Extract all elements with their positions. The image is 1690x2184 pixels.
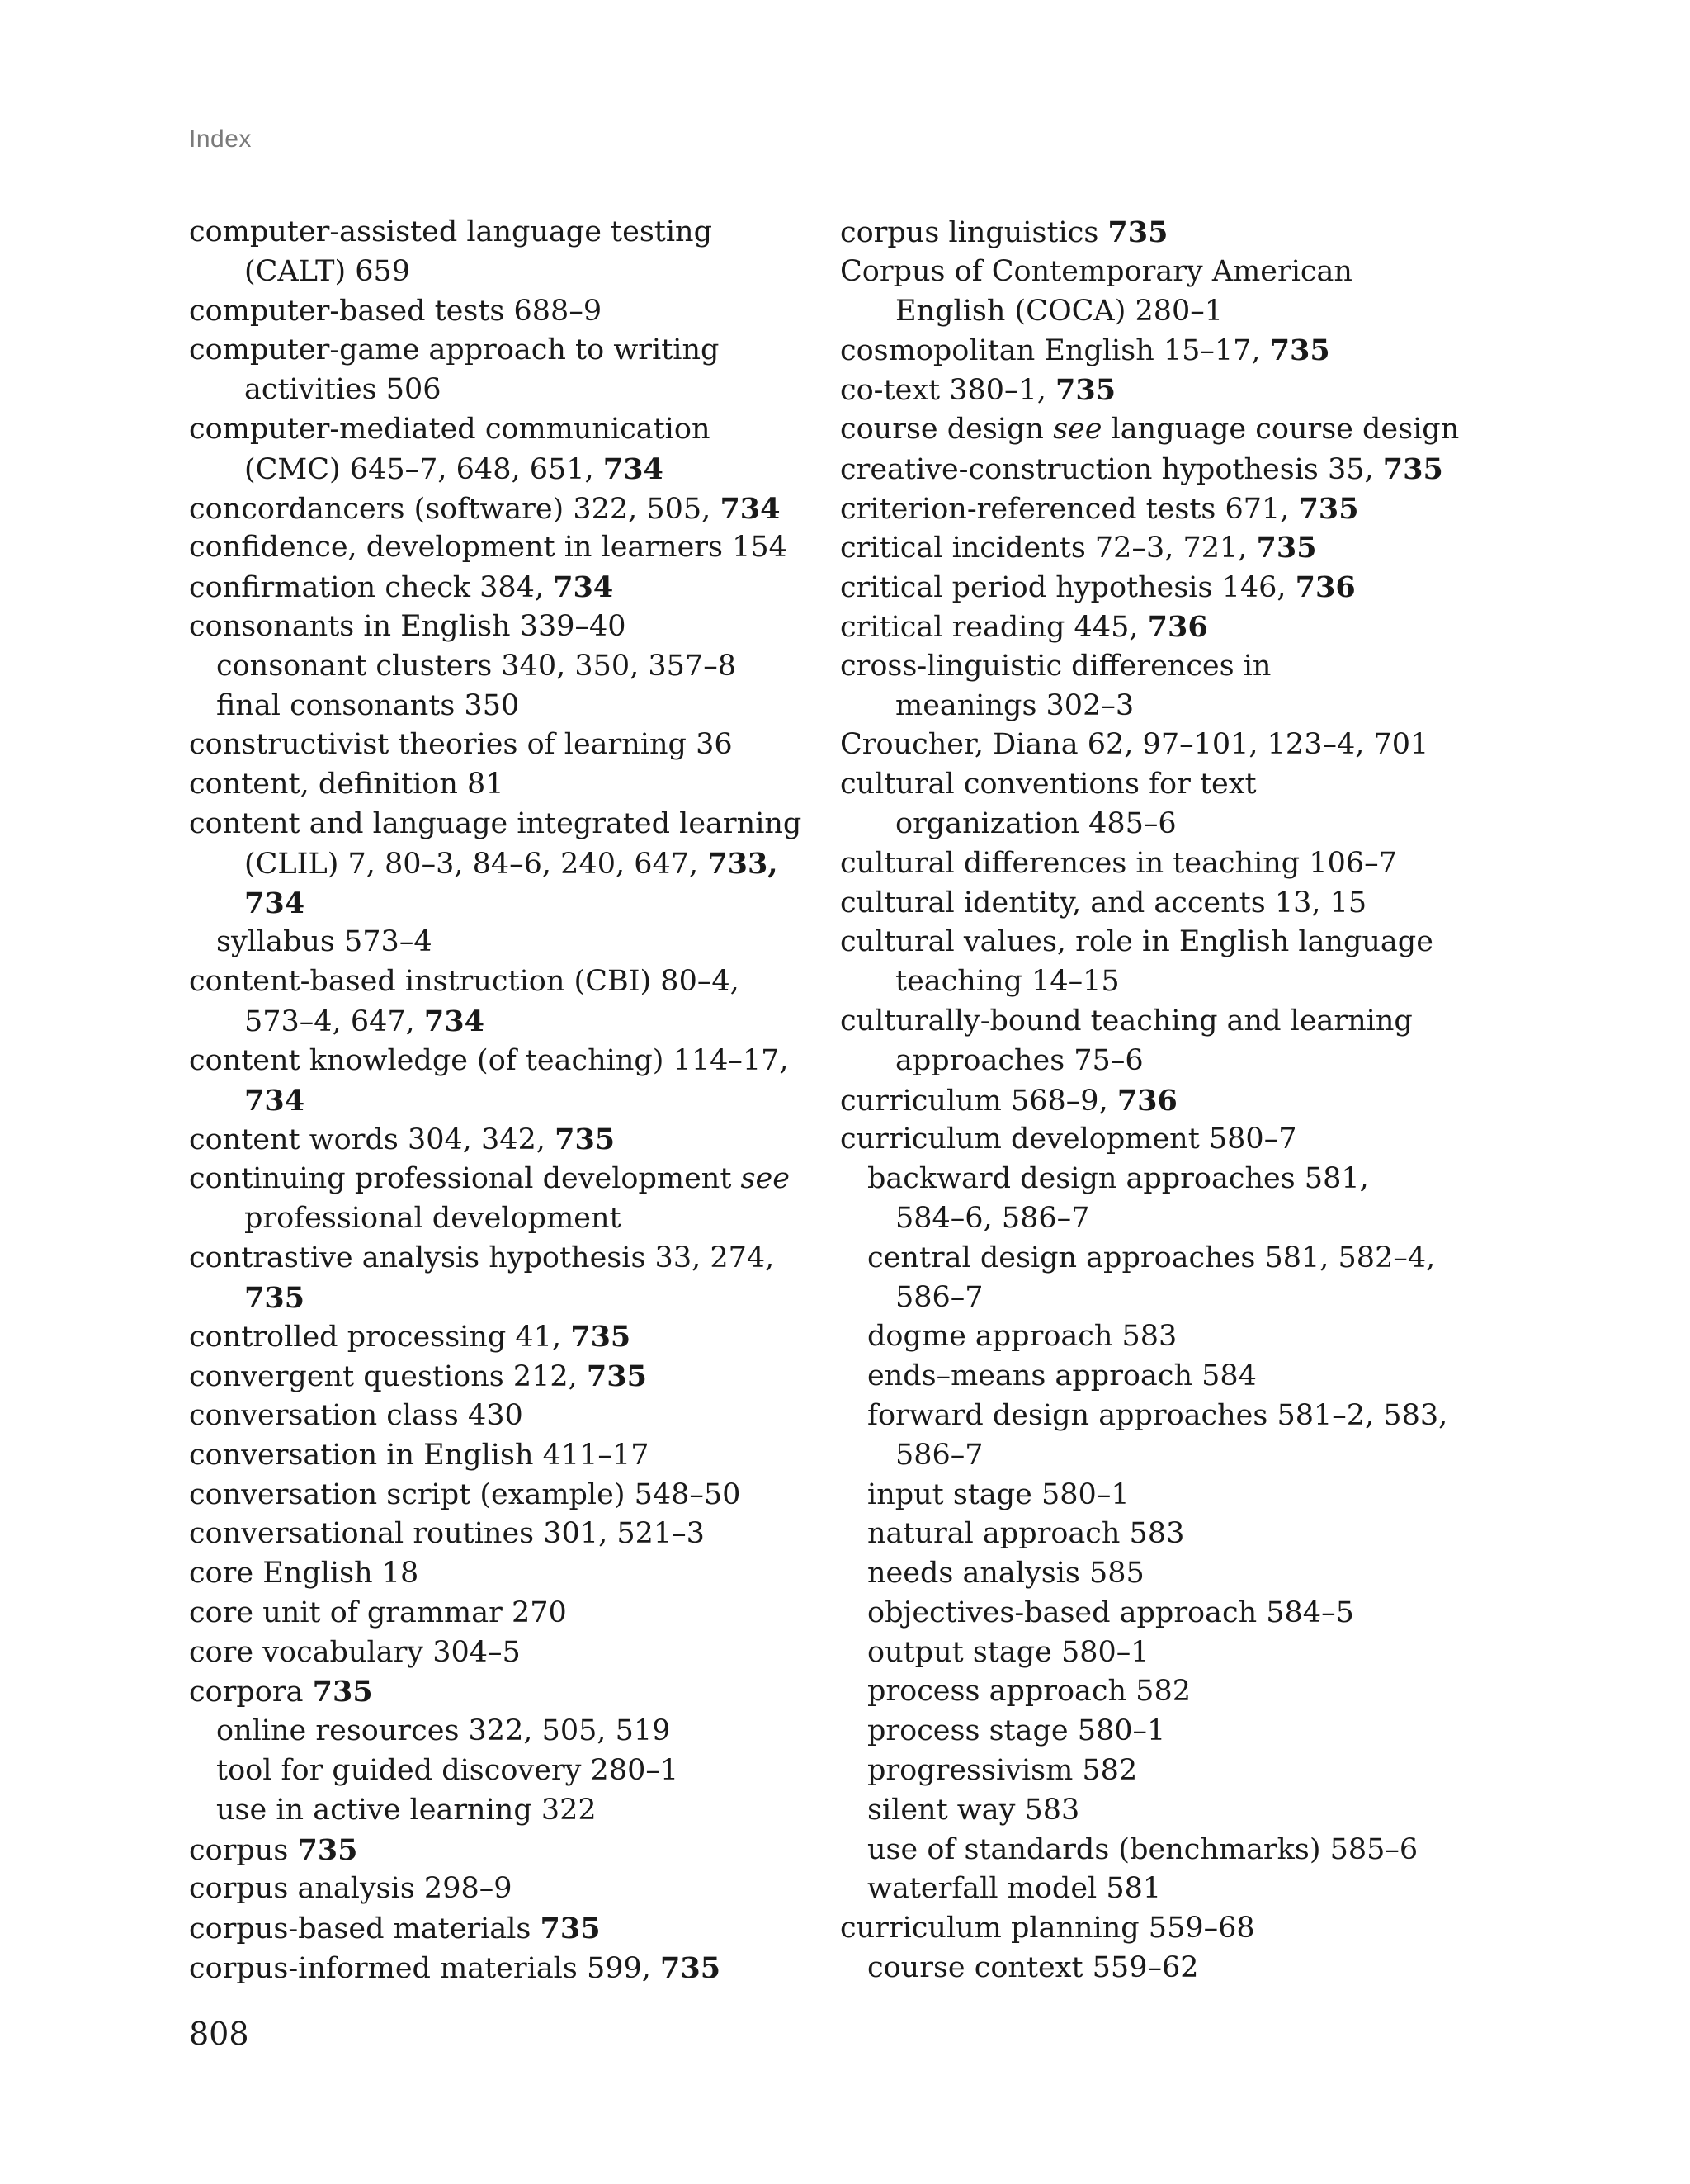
index-text: confidence, development in learners 154 <box>189 531 787 565</box>
index-line <box>840 607 1632 647</box>
index-text: content, definition 81 <box>189 768 504 801</box>
index-text: (CALT) 659 <box>244 254 411 288</box>
index-line <box>840 1317 1632 1357</box>
index-text: organization 485–6 <box>895 806 1177 840</box>
index-text: corpus-based materials <box>189 1912 541 1946</box>
index-text: cultural identity, and accents 13, 15 <box>840 886 1367 919</box>
index-text: constructivist theories of learning 36 <box>189 728 733 762</box>
index-line <box>840 528 1632 568</box>
index-text: use of standards (benchmarks) 585–6 <box>867 1832 1419 1866</box>
index-text: backward design approaches 581, <box>867 1162 1369 1196</box>
glossary-page-ref: 735 <box>1382 451 1443 486</box>
index-text: forward design approaches 581–2, 583, <box>867 1398 1448 1432</box>
index-text: computer-assisted language testing <box>189 215 712 248</box>
index-line <box>840 1199 1632 1239</box>
index-text: cultural differences in teaching 106–7 <box>840 846 1397 880</box>
index-line <box>840 1042 1632 1081</box>
index-text: computer-mediated communication <box>189 412 710 446</box>
index-line <box>840 292 1632 332</box>
index-line <box>840 805 1632 844</box>
page-number: 808 <box>189 2016 249 2052</box>
index-text: critical period hypothesis 146, <box>840 571 1296 605</box>
glossary-page-ref: 735 <box>1107 215 1168 249</box>
index-text: 584–6, 586–7 <box>895 1201 1090 1235</box>
index-text: waterfall model 581 <box>867 1872 1162 1906</box>
index-text: language course design <box>1102 412 1460 446</box>
index-text: course design <box>840 412 1054 446</box>
index-text: conversation class 430 <box>189 1398 523 1432</box>
index-line <box>840 647 1632 687</box>
glossary-page-ref: 736 <box>1147 609 1208 644</box>
index-text: convergent questions 212, <box>189 1360 587 1394</box>
index-text: professional development <box>244 1201 621 1235</box>
index-text: final consonants 350 <box>216 688 520 722</box>
glossary-page-ref: 736 <box>1116 1083 1178 1118</box>
index-text: progressivism 582 <box>867 1754 1138 1788</box>
index-text: critical reading 445, <box>840 610 1148 644</box>
glossary-page-ref: 735 <box>1256 531 1317 565</box>
index-line <box>840 923 1632 962</box>
index-text: input stage 580–1 <box>867 1477 1130 1511</box>
index-line <box>840 1436 1632 1476</box>
index-text: 573–4, 647, <box>244 1005 424 1038</box>
index-text: Croucher, Diana 62, 97–101, 123–4, 701 <box>840 728 1429 762</box>
index-text: ends–means approach 584 <box>867 1359 1257 1393</box>
index-text: meanings 302–3 <box>895 688 1135 722</box>
index-text: computer-game approach to writing <box>189 333 720 367</box>
index-line <box>840 687 1632 726</box>
index-line <box>840 1476 1632 1515</box>
index-text: corpus linguistics <box>840 216 1108 249</box>
index-line <box>840 1515 1632 1554</box>
glossary-page-ref: 735 <box>1298 491 1359 526</box>
index-line <box>840 1909 1632 1949</box>
index-text: cosmopolitan English 15–17, <box>840 334 1270 368</box>
index-line <box>840 1239 1632 1279</box>
index-line <box>840 1002 1632 1042</box>
index-text: (CMC) 645–7, 648, 651, <box>244 452 603 486</box>
index-text: core English 18 <box>189 1557 419 1591</box>
index-text: process stage 580–1 <box>867 1714 1166 1748</box>
index-text: English (COCA) 280–1 <box>895 294 1224 328</box>
index-text: activities 506 <box>244 373 441 407</box>
index-line <box>840 1279 1632 1318</box>
index-line <box>840 410 1632 450</box>
index-text: silent way 583 <box>867 1793 1080 1827</box>
index-line <box>840 884 1632 924</box>
index-line <box>840 1160 1632 1199</box>
index-line <box>840 962 1632 1002</box>
index-line <box>840 371 1632 410</box>
glossary-page-ref: 735 <box>660 1951 721 1986</box>
index-text: cross-linguistic differences in <box>840 649 1272 683</box>
index-text: output stage 580–1 <box>867 1635 1149 1669</box>
index-line <box>840 1672 1632 1712</box>
index-text: consonant clusters 340, 350, 357–8 <box>216 649 736 683</box>
index-line <box>840 1791 1632 1831</box>
index-text: natural approach 583 <box>867 1517 1185 1551</box>
index-text: content and language integrated learning <box>189 806 802 840</box>
index-line <box>840 213 1632 253</box>
index-text: computer-based tests 688–9 <box>189 294 602 328</box>
index-text: cultural conventions for text <box>840 768 1257 801</box>
index-text: continuing professional development <box>189 1162 741 1196</box>
glossary-page-ref: 734 <box>602 451 663 486</box>
index-text: process approach 582 <box>867 1675 1191 1709</box>
index-text: confirmation check 384, <box>189 571 554 605</box>
index-line <box>840 1633 1632 1673</box>
index-text: content words 304, 342, <box>189 1123 555 1157</box>
index-line <box>840 1594 1632 1633</box>
glossary-page-ref: 733, <box>707 846 778 881</box>
index-text: dogme approach 583 <box>867 1320 1178 1354</box>
index-text: culturally-bound teaching and learning <box>840 1004 1413 1038</box>
glossary-page-ref: 735 <box>540 1912 601 1946</box>
index-text: (CLIL) 7, 80–3, 84–6, 240, 647, <box>244 847 708 881</box>
index-text: corpus <box>189 1833 298 1867</box>
index-column-right <box>840 213 1632 1988</box>
glossary-page-ref: 735 <box>312 1675 373 1709</box>
index-text: central design approaches 581, 582–4, <box>867 1241 1436 1274</box>
index-line <box>840 489 1632 529</box>
index-line <box>840 450 1632 489</box>
index-text: consonants in English 339–40 <box>189 609 626 643</box>
index-line <box>840 1357 1632 1397</box>
index-text: 586–7 <box>895 1280 984 1314</box>
index-line <box>840 331 1632 371</box>
index-text: content-based instruction (CBI) 80–4, <box>189 965 739 999</box>
index-line <box>840 844 1632 884</box>
glossary-page-ref: 735 <box>555 1123 616 1157</box>
index-text: creative-construction hypothesis 35, <box>840 452 1383 486</box>
index-text: conversational routines 301, 521–3 <box>189 1517 705 1551</box>
index-line <box>840 1712 1632 1751</box>
glossary-page-ref: 734 <box>244 1083 305 1118</box>
index-text: contrastive analysis hypothesis 33, 274, <box>189 1241 775 1274</box>
index-text: corpora <box>189 1676 313 1709</box>
index-text: objectives-based approach 584–5 <box>867 1595 1354 1629</box>
index-text: content knowledge (of teaching) 114–17, <box>189 1043 789 1077</box>
glossary-page-ref: 736 <box>1295 570 1356 605</box>
index-line <box>840 1949 1632 1988</box>
index-text: conversation script (example) 548–50 <box>189 1477 741 1511</box>
index-text: tool for guided discovery 280–1 <box>216 1754 679 1788</box>
glossary-page-ref: 734 <box>423 1004 484 1038</box>
index-text: co-text 380–1, <box>840 374 1056 408</box>
index-text: needs analysis 585 <box>867 1557 1145 1591</box>
running-head: Index <box>189 125 252 153</box>
index-text: approaches 75–6 <box>895 1043 1144 1077</box>
index-line <box>840 1751 1632 1791</box>
index-text: corpus-informed materials 599, <box>189 1952 661 1986</box>
index-line <box>840 1554 1632 1594</box>
index-text: conversation in English 411–17 <box>189 1438 649 1472</box>
glossary-page-ref: 734 <box>244 886 305 920</box>
glossary-page-ref: 735 <box>570 1320 631 1354</box>
glossary-page-ref: 735 <box>297 1832 358 1867</box>
index-text: course context 559–62 <box>867 1951 1199 1985</box>
cross-reference: see <box>1053 412 1102 446</box>
cross-reference: see <box>740 1162 790 1196</box>
index-line <box>840 253 1632 292</box>
index-text: teaching 14–15 <box>895 965 1120 999</box>
index-text: criterion-referenced tests 671, <box>840 492 1299 526</box>
index-line <box>840 1120 1632 1160</box>
glossary-page-ref: 734 <box>553 570 614 605</box>
index-text: corpus analysis 298–9 <box>189 1872 512 1906</box>
index-text: curriculum development 580–7 <box>840 1123 1297 1156</box>
glossary-page-ref: 735 <box>1055 373 1116 408</box>
index-text: use in active learning 322 <box>216 1793 597 1827</box>
index-text: concordancers (software) 322, 505, <box>189 492 720 526</box>
index-text: 586–7 <box>895 1438 984 1472</box>
index-line <box>840 765 1632 805</box>
glossary-page-ref: 735 <box>1269 333 1330 368</box>
index-text: online resources 322, 505, 519 <box>216 1714 671 1748</box>
glossary-page-ref: 734 <box>720 491 781 526</box>
index-line <box>840 726 1632 765</box>
index-line <box>840 568 1632 607</box>
index-text: core unit of grammar 270 <box>189 1595 567 1629</box>
index-text: syllabus 573–4 <box>216 925 432 959</box>
index-text: curriculum 568–9, <box>840 1084 1117 1118</box>
index-line <box>840 1831 1632 1870</box>
glossary-page-ref: 735 <box>586 1359 647 1394</box>
index-text: cultural values, role in English language <box>840 925 1433 959</box>
index-line <box>840 1081 1632 1121</box>
index-line <box>840 1870 1632 1909</box>
index-text: core vocabulary 304–5 <box>189 1635 521 1669</box>
index-text: critical incidents 72–3, 721, <box>840 532 1257 565</box>
index-text: Corpus of Contemporary American <box>840 254 1352 288</box>
index-line <box>840 1397 1632 1436</box>
glossary-page-ref: 735 <box>244 1280 305 1315</box>
index-text: curriculum planning 559–68 <box>840 1912 1255 1945</box>
index-text: controlled processing 41, <box>189 1321 571 1354</box>
